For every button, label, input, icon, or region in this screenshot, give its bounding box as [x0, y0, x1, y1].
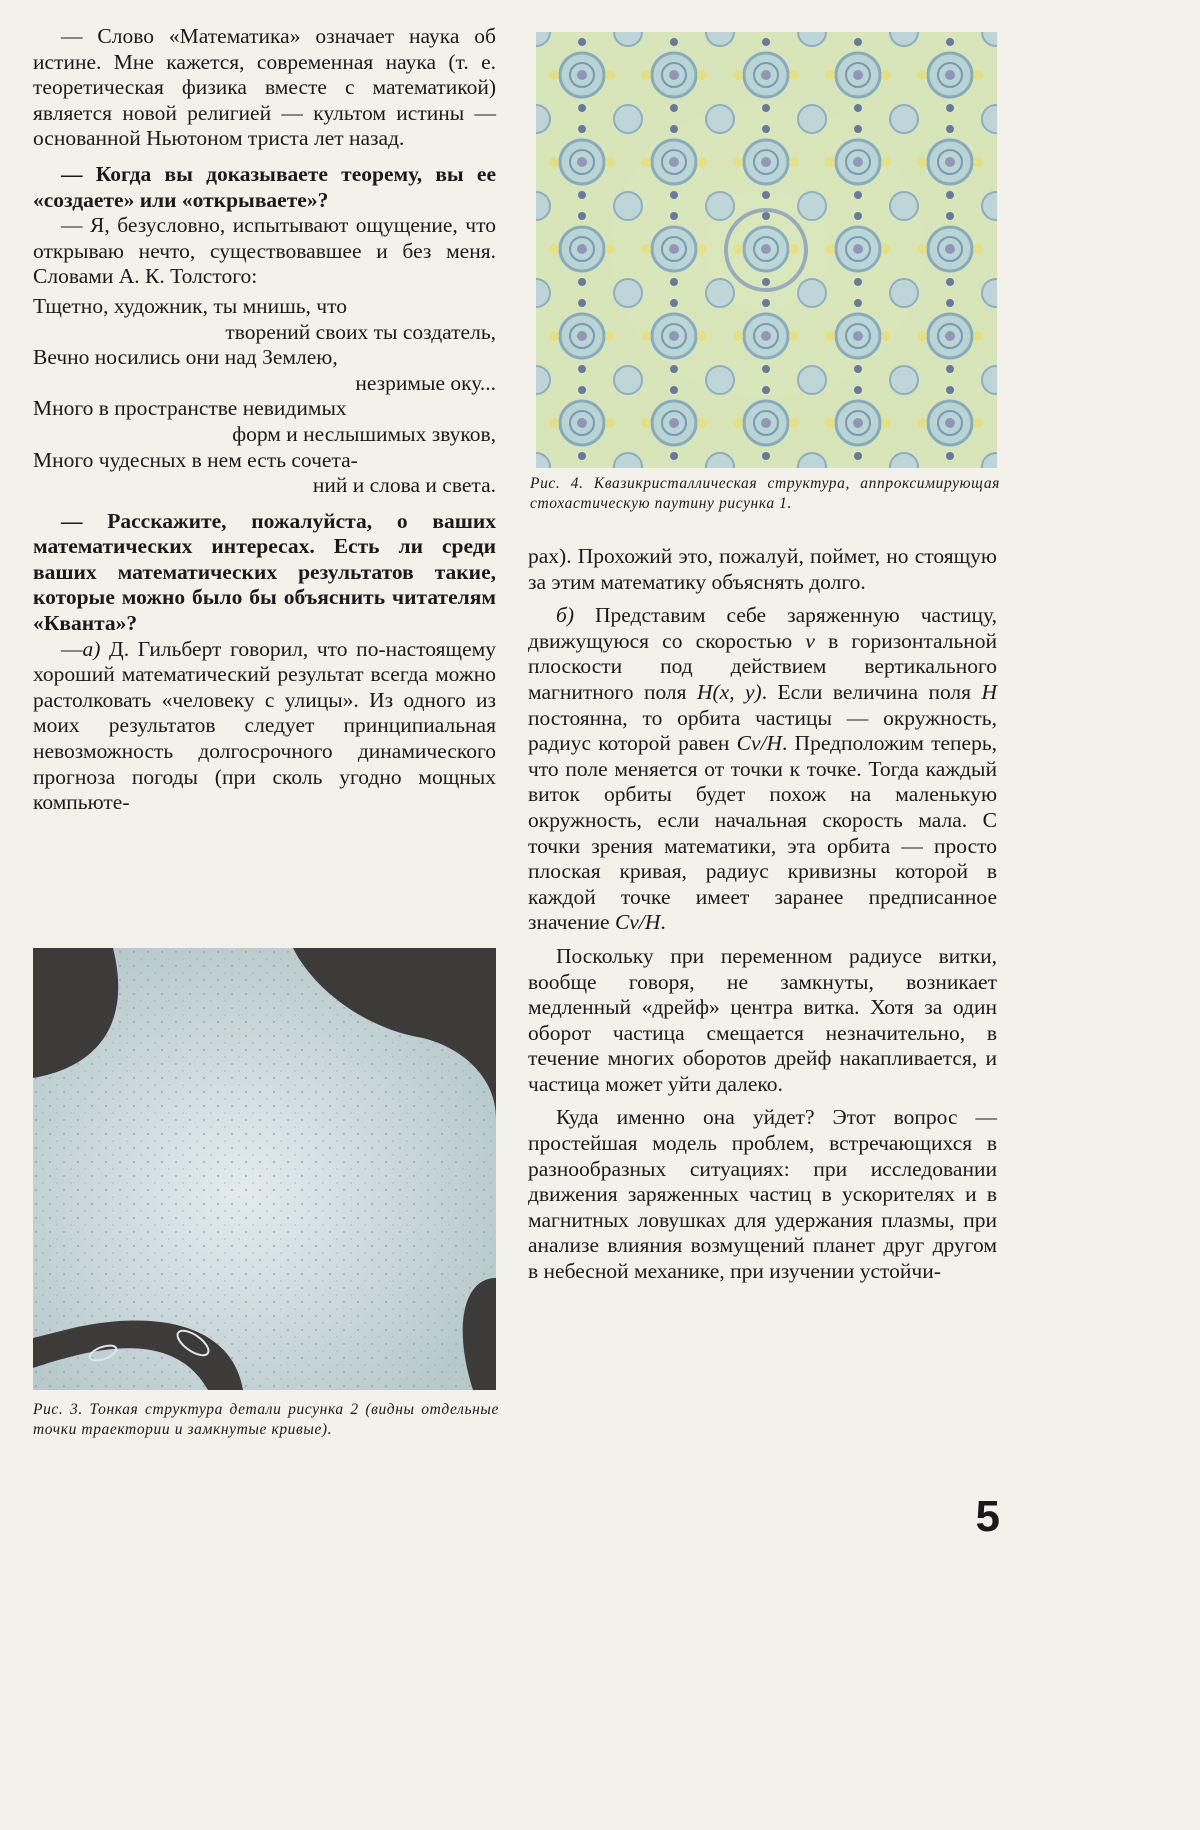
quasicrystal-pattern	[536, 32, 997, 468]
paragraph: Куда именно она уйдет? Этот вопрос — простейшая модель проблем, встречающихся в разнообразных ситуациях: при исследовании движения заряженных частиц в ускорителях и в магнитных ловушках для удержания плазмы, при анализе влияния возмущений планет друг другом в небесной механике, при изучении устойчи-	[528, 1105, 997, 1284]
figure-4-quasicrystal-image	[536, 32, 997, 468]
figure-4-caption: Рис. 4. Квазикристаллическая структура, аппроксимирующая стохастическую паутину рисунка 1.	[530, 475, 1000, 512]
paragraph: —а) Д. Гильберт говорил, что по-настоящему хороший математический результат всегда можно растолковать «человеку с улицы». Из одного из моих результатов следует принципиальная невозможность долгосрочного динамического прогноза погоды (при сколь угодно мощных компьюте-	[33, 636, 496, 815]
figure-3-caption: Рис. 3. Тонкая структура детали рисунка 2 (видны отдельные точки траектории и замкнутые кривые).	[33, 1401, 499, 1438]
poem-line: незримые оку...	[355, 370, 496, 395]
interview-question: — Когда вы доказываете теорему, вы ее «создаете» или «открываете»?	[33, 161, 496, 212]
fine-structure-photo	[33, 948, 496, 1390]
poem-line: Тщетно, художник, ты мнишь, что	[33, 293, 347, 318]
paragraph: — Слово «Математика» означает наука об истине. Мне кажется, современная наука (т. е. теоретическая физика вместе с математикой) является новой религией — культом истины — основанной Ньютоном триста лет назад.	[33, 24, 496, 151]
paragraph: рах). Прохожий это, пожалуй, поймет, но стоящую за этим математику объяснять долго.	[528, 544, 997, 594]
math-variable: v	[805, 628, 815, 653]
poem-line: ний и слова и света.	[312, 473, 496, 498]
page-number: 5	[975, 1492, 1000, 1541]
math-expression: H(x, y)	[696, 679, 762, 704]
poem-line: Много чудесных в нем есть сочета-	[33, 447, 358, 472]
item-marker: а)	[82, 636, 101, 661]
poem-quote	[33, 294, 496, 499]
right-column	[528, 544, 997, 1285]
item-marker: б)	[556, 603, 574, 628]
figure-3-fine-structure-image	[33, 948, 496, 1390]
paragraph: б) Представим себе заряженную частицу, движущуюся со скоростью v в горизонтальной плоскости под действием вертикального магнитного поля H(x, y). Если величина поля H постоянна, то орбита частицы — окружность, радиус которой равен Cv/H. Предположим теперь, что поле меняется от точки к точке. Тогда каждый виток орбиты будет похож на маленькую окружность, если начальная скорость мала. С точки зрения математики, эта орбита — просто плоская кривая, радиус кривизны которой в каждой точке имеет заранее предписанное значение Cv/H.	[528, 603, 998, 935]
poem-line: творений своих ты создатель,	[225, 319, 496, 344]
math-expression: Cv/H	[614, 910, 661, 935]
interview-question: — Расскажите, пожалуйста, о ваших математических интересах. Есть ли среди ваших математических результатов такие, которые можно было бы объяснить читателям «Кванта»?	[33, 508, 496, 636]
left-column	[33, 24, 496, 816]
paragraph: — Я, безусловно, испытывают ощущение, что открываю нечто, существовавшее и без меня. Словами А. К. Толстого:	[33, 213, 496, 289]
paragraph: Поскольку при переменном радиусе витки, вообще говоря, не замкнуты, возникает медленный «дрейф» центра витка. Хотя за один оборот частица смещается незначительно, в течение многих оборотов дрейф накапливается, и частица может уйти далеко.	[528, 943, 997, 1096]
poem-line: форм и неслышимых звуков,	[232, 421, 496, 446]
poem-line: Вечно носились они над Землею,	[33, 345, 338, 370]
math-variable: H	[981, 679, 998, 704]
math-expression: Cv/H	[736, 731, 782, 756]
poem-line: Много в пространстве невидимых	[33, 396, 347, 421]
